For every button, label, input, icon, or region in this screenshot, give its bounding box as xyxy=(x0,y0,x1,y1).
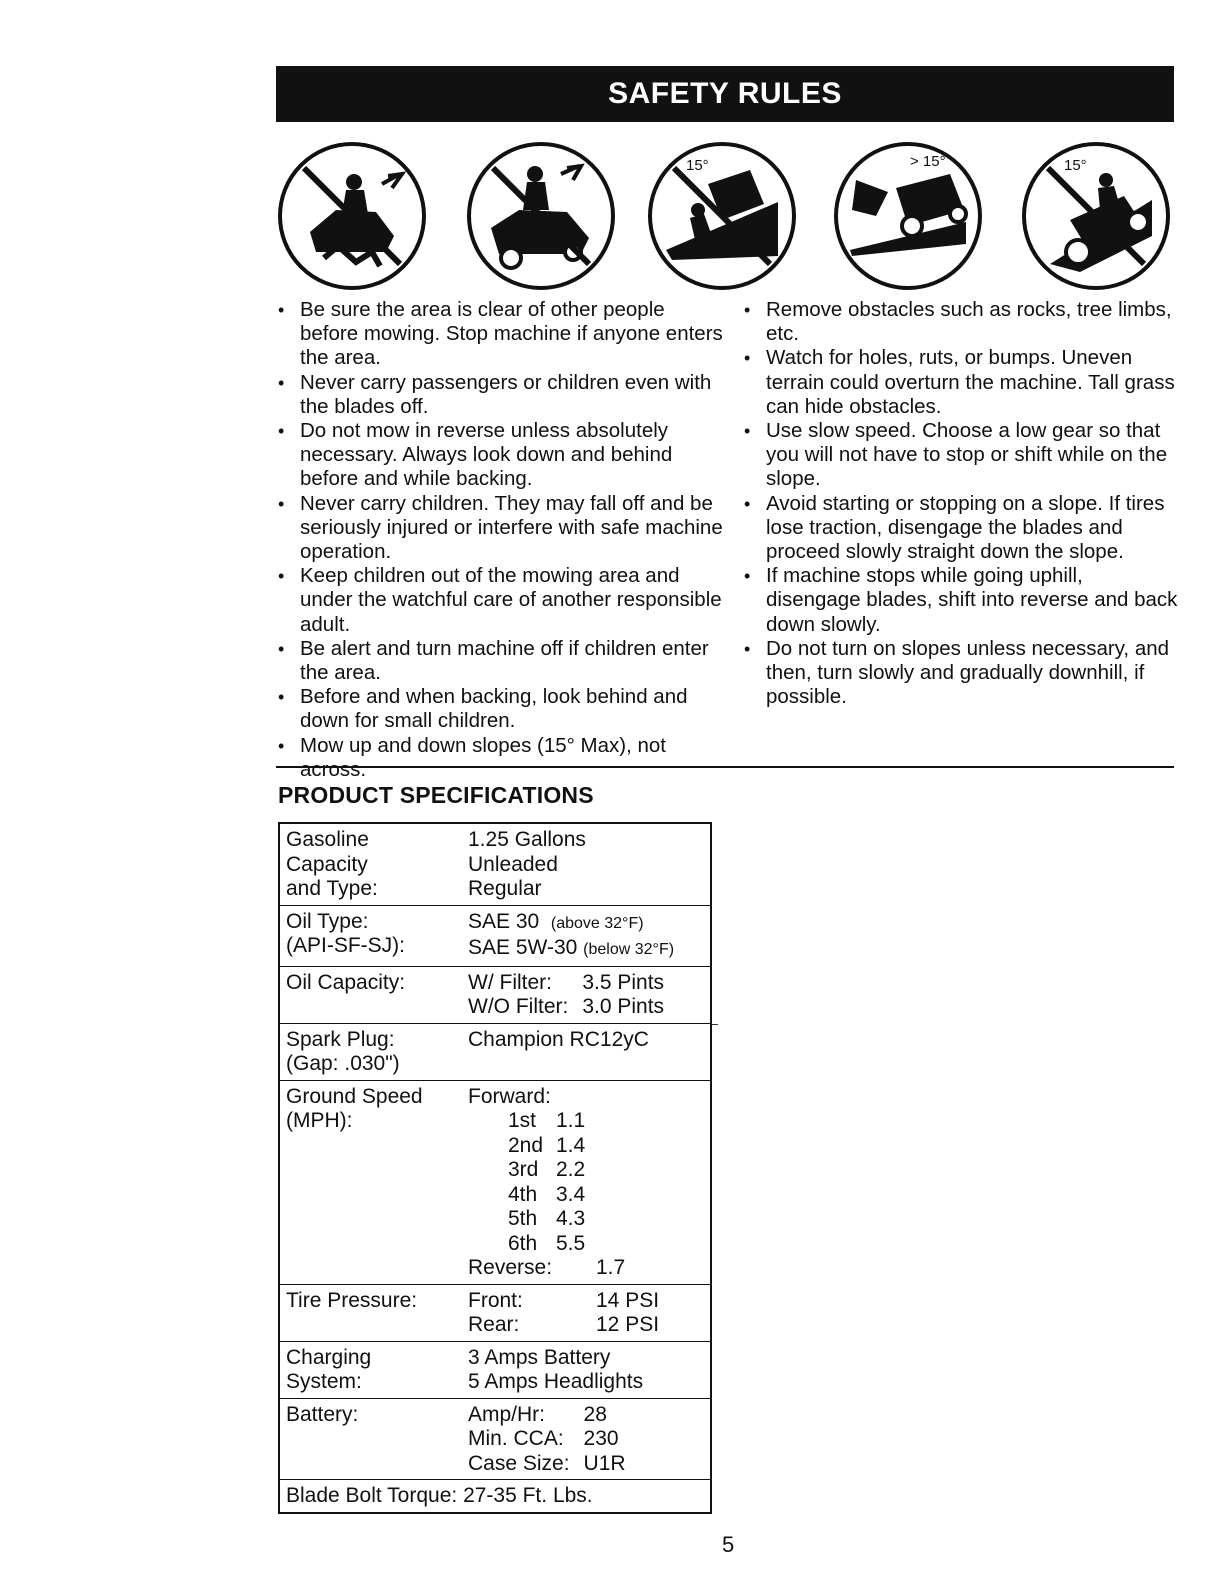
product-specifications-heading: PRODUCT SPECIFICATIONS xyxy=(278,782,594,808)
svg-text:> 15°: > 15° xyxy=(910,153,946,170)
spec-row-oil-type xyxy=(279,905,711,966)
safety-icon-row xyxy=(270,140,1180,300)
margin-tick xyxy=(712,1024,718,1025)
safety-bullet: • Use slow speed. Choose a low gear so that you will not have to stop or shift while on the slope. xyxy=(742,419,1182,492)
spec-label: Tire Pressure: xyxy=(279,1284,462,1341)
safety-bullet: • Avoid starting or stopping on a slope. If tires lose traction, disengage the blades and proceed slowly straight down the slope. xyxy=(742,492,1182,565)
spec-row-gasoline xyxy=(279,823,711,905)
svg-text:15°: 15° xyxy=(686,157,709,174)
page-number: 5 xyxy=(722,1532,735,1557)
safety-rules-left-column xyxy=(276,298,726,782)
spec-row-charging-system xyxy=(279,1341,711,1398)
safety-bullet: • Watch for holes, ruts, or bumps. Uneven terrain could overturn the machine. Tall grass can hide obstacles. xyxy=(742,346,1182,419)
safety-bullet: • If machine stops while going uphill, disengage blades, shift into reverse and back down slowly. xyxy=(742,564,1182,637)
spec-label: Gasoline Capacity and Type: xyxy=(279,823,462,905)
spec-value: Amp/Hr: 28 Min. CCA: 230 Case Size: U1R xyxy=(462,1398,711,1480)
safety-bullet: • Mow up and down slopes (15° Max), not across. xyxy=(276,734,726,782)
no-passengers-icon xyxy=(465,140,617,292)
spec-value: 3 Amps Battery 5 Amps Headlights xyxy=(462,1341,711,1398)
safety-bullet: • Remove obstacles such as rocks, tree limbs, etc. xyxy=(742,298,1182,346)
spec-value: W/ Filter: 3.5 Pints W/O Filter: 3.0 Pints xyxy=(462,966,711,1023)
spec-label: Battery: xyxy=(279,1398,462,1480)
safety-rules-right-column xyxy=(742,298,1182,709)
safety-bullet: • Keep children out of the mowing area and under the watchful care of another responsible adult. xyxy=(276,564,726,637)
spec-value: SAE 30 (above 32°F) SAE 5W-30 (below 32°F) xyxy=(462,905,711,966)
spec-value: Blade Bolt Torque: 27-35 Ft. Lbs. xyxy=(279,1480,711,1513)
product-specifications-table xyxy=(278,822,712,1514)
spec-value: 1.25 Gallons Unleaded Regular xyxy=(462,823,711,905)
spec-label: Oil Capacity: xyxy=(279,966,462,1023)
safety-bullet: • Be sure the area is clear of other people before mowing. Stop machine if anyone enters the area. xyxy=(276,298,726,371)
safety-bullet: • Before and when backing, look behind and down for small children. xyxy=(276,685,726,733)
spec-label: Charging System: xyxy=(279,1341,462,1398)
spec-row-oil-capacity xyxy=(279,966,711,1023)
safety-bullet: • Do not mow in reverse unless absolutely necessary. Always look down and behind before and while backing. xyxy=(276,419,726,492)
spec-label: Ground Speed (MPH): xyxy=(279,1080,462,1284)
spec-row-battery xyxy=(279,1398,711,1480)
slope-up-15-icon xyxy=(832,140,984,292)
svg-text:15°: 15° xyxy=(1064,157,1087,174)
slope-tip-15-icon xyxy=(646,140,798,292)
safety-bullet: • Never carry children. They may fall off and be seriously injured or interfere with safe machine operation. xyxy=(276,492,726,565)
safety-rules-banner: SAFETY RULES xyxy=(276,66,1174,122)
spec-row-tire-pressure xyxy=(279,1284,711,1341)
spec-label: Oil Type: (API-SF-SJ): xyxy=(279,905,462,966)
spec-value: Forward: 1st 1.1 2nd 1.4 3rd 2.2 4th 3.4 5th 4.3 6th 5.5 Reverse: 1.7 xyxy=(462,1080,711,1284)
safety-bullet: • Be alert and turn machine off if children enter the area. xyxy=(276,637,726,685)
no-slope-across-15-icon xyxy=(1020,140,1172,292)
safety-bullet: • Never carry passengers or children even with the blades off. xyxy=(276,371,726,419)
spec-row-spark-plug xyxy=(279,1023,711,1080)
spec-value: Front: 14 PSI Rear: 12 PSI xyxy=(462,1284,711,1341)
spec-row-ground-speed xyxy=(279,1080,711,1284)
safety-bullet: • Do not turn on slopes unless necessary, and then, turn slowly and gradually downhill, if possible. xyxy=(742,637,1182,710)
no-bystanders-icon xyxy=(276,140,428,292)
spec-label: Spark Plug: (Gap: .030") xyxy=(279,1023,462,1080)
spec-row-blade-bolt-torque xyxy=(279,1480,711,1513)
spec-value: Champion RC12yC xyxy=(462,1023,711,1080)
section-divider xyxy=(276,766,1174,768)
